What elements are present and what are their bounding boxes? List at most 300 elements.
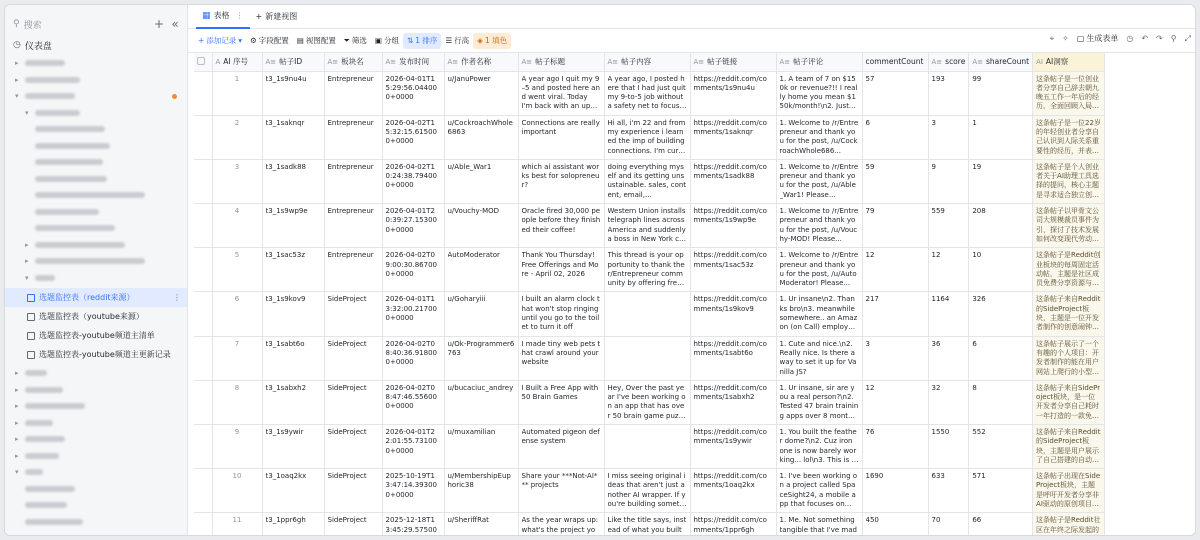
sidebar-doc[interactable] <box>5 514 187 531</box>
sidebar-folder[interactable] <box>5 88 187 105</box>
post-link-cell[interactable] <box>690 248 776 292</box>
row-number[interactable] <box>212 204 262 248</box>
subreddit-cell[interactable] <box>324 71 382 115</box>
post-title-cell[interactable] <box>518 248 604 292</box>
cell-text: 12 <box>931 251 941 260</box>
subreddit-cell[interactable] <box>324 248 382 292</box>
comment-count-cell[interactable] <box>862 513 928 536</box>
search-icon[interactable]: ⚲ <box>1170 34 1177 43</box>
post-title-cell[interactable] <box>518 336 604 380</box>
post-title-cell[interactable] <box>518 292 604 336</box>
publish-time-cell[interactable] <box>382 336 444 380</box>
column-header[interactable] <box>969 53 1033 71</box>
comment-count-cell[interactable] <box>862 248 928 292</box>
row-number[interactable] <box>212 513 262 536</box>
cell-text: Automated pigeon defense system <box>521 428 600 446</box>
post-title-cell[interactable] <box>518 513 604 536</box>
comment-count-cell[interactable] <box>862 115 928 159</box>
ai-insight-cell[interactable] <box>1033 115 1105 159</box>
chevron-right-icon: ▸ <box>15 451 19 460</box>
cell-text: 559 <box>931 207 945 216</box>
post-id-cell[interactable] <box>262 204 324 248</box>
sidebar-folder[interactable] <box>5 365 187 382</box>
cell-text: 76 <box>865 428 875 436</box>
table-row[interactable] <box>194 380 1105 424</box>
sidebar-item-youtube-channel-updates[interactable] <box>5 345 187 364</box>
subreddit-cell[interactable] <box>324 380 382 424</box>
post-link-cell[interactable] <box>690 513 776 536</box>
toolbar <box>188 29 1196 53</box>
row-number[interactable] <box>212 469 262 513</box>
cell-text: Thank You Thursday! Free Offerings and More - April 02, 2026 <box>521 251 599 278</box>
share-count-cell[interactable] <box>969 71 1033 115</box>
sidebar-doc[interactable] <box>5 220 187 237</box>
comment-count-cell[interactable] <box>862 292 928 336</box>
post-content-cell[interactable] <box>604 71 690 115</box>
generate-form-button[interactable] <box>1077 33 1119 44</box>
cell-text: As the year wraps up: what's the project yo <box>521 516 599 534</box>
sidebar-item-label: 仪表盘 <box>24 41 52 52</box>
column-header-label: 帖子内容 <box>621 57 652 67</box>
post-comments-cell[interactable] <box>776 513 862 536</box>
post-id-cell[interactable] <box>262 513 324 536</box>
author-cell[interactable] <box>444 292 518 336</box>
table-row[interactable] <box>194 159 1105 203</box>
redacted-label <box>25 93 75 99</box>
field-type-icon: A≡ <box>327 58 339 67</box>
post-link-cell[interactable] <box>690 204 776 248</box>
table-icon <box>27 351 35 359</box>
view-config-button[interactable] <box>293 33 340 49</box>
sidebar-folder[interactable] <box>5 105 187 122</box>
post-title-cell[interactable] <box>518 204 604 248</box>
score-cell[interactable] <box>928 115 969 159</box>
column-header-label: 帖子ID <box>279 57 303 67</box>
author-cell[interactable] <box>444 204 518 248</box>
field-type-icon: A≡ <box>521 58 533 67</box>
table-row[interactable] <box>194 292 1105 336</box>
sidebar-folder[interactable] <box>5 382 187 399</box>
post-content-cell[interactable] <box>604 292 690 336</box>
sidebar-doc[interactable] <box>5 171 187 188</box>
ai-insight-cell[interactable] <box>1033 159 1105 203</box>
share-count-cell[interactable] <box>969 380 1033 424</box>
subreddit-cell[interactable] <box>324 115 382 159</box>
score-cell[interactable] <box>928 248 969 292</box>
tab-table-view[interactable] <box>196 5 250 29</box>
cell-text: 326 <box>972 295 986 304</box>
sidebar-folder[interactable] <box>5 270 187 287</box>
column-header[interactable] <box>928 53 969 71</box>
ai-insight-cell[interactable] <box>1033 380 1105 424</box>
row-checkbox-cell[interactable] <box>194 292 212 336</box>
post-comments-cell[interactable] <box>776 292 862 336</box>
redacted-label <box>25 420 53 426</box>
table-row[interactable] <box>194 469 1105 513</box>
post-id-cell[interactable] <box>262 425 324 469</box>
sidebar-folder[interactable] <box>5 464 187 481</box>
share-count-cell[interactable] <box>969 204 1033 248</box>
column-header[interactable] <box>518 53 604 71</box>
post-link-cell[interactable] <box>690 71 776 115</box>
publish-time-cell[interactable] <box>382 425 444 469</box>
cell-text: 11 <box>232 516 242 525</box>
table-row[interactable] <box>194 513 1105 536</box>
subreddit-cell[interactable] <box>324 292 382 336</box>
sidebar-folder[interactable] <box>5 253 187 270</box>
post-id-cell[interactable] <box>262 115 324 159</box>
post-title-cell[interactable] <box>518 115 604 159</box>
post-link-cell[interactable] <box>690 159 776 203</box>
double-chevron-left-icon[interactable]: « <box>171 17 179 31</box>
data-table <box>194 53 1105 536</box>
sidebar-item-dashboard[interactable] <box>13 37 52 53</box>
column-header[interactable] <box>862 53 928 71</box>
sidebar-doc[interactable] <box>5 138 187 155</box>
sidebar-folder[interactable] <box>5 448 187 465</box>
post-title-cell[interactable] <box>518 71 604 115</box>
ai-insight-cell[interactable] <box>1033 336 1105 380</box>
fullscreen-icon[interactable]: ⤢ <box>1184 33 1191 43</box>
cell-text: https://reddit.com/comments/1sadk88 <box>693 162 767 181</box>
post-link-cell[interactable] <box>690 336 776 380</box>
score-cell[interactable] <box>928 469 969 513</box>
row-number[interactable] <box>212 115 262 159</box>
select-all-checkbox[interactable] <box>197 57 205 65</box>
comment-count-cell[interactable] <box>862 71 928 115</box>
filter-button[interactable] <box>340 33 371 49</box>
cell-text: 这条帖子是一位创业者分享自己辞去朝九晚五工作一年后的经历，全面回顾入局创 <box>1036 74 1100 111</box>
column-header[interactable] <box>194 53 212 71</box>
cell-text: 1. Me. Not something tangible that I've mad <box>779 516 857 534</box>
author-cell[interactable] <box>444 380 518 424</box>
add-record-button[interactable] <box>194 33 246 49</box>
chevron-down-icon: ▾ <box>25 273 29 282</box>
post-title-cell[interactable] <box>518 425 604 469</box>
author-cell[interactable] <box>444 469 518 513</box>
column-header[interactable] <box>444 53 518 71</box>
comment-count-cell[interactable] <box>862 380 928 424</box>
group-label: 分组 <box>383 36 399 45</box>
field-config-button[interactable] <box>246 33 293 49</box>
sidebar-doc[interactable] <box>5 497 187 514</box>
score-cell[interactable] <box>928 204 969 248</box>
post-comments-cell[interactable] <box>776 469 862 513</box>
post-comments-cell[interactable] <box>776 425 862 469</box>
post-title-cell[interactable] <box>518 380 604 424</box>
publish-time-cell[interactable] <box>382 248 444 292</box>
row-checkbox-cell[interactable] <box>194 248 212 292</box>
add-record-label: 添加记录 <box>206 36 237 45</box>
comment-count-cell[interactable] <box>862 425 928 469</box>
post-comments-cell[interactable] <box>776 204 862 248</box>
comment-count-cell[interactable] <box>862 469 928 513</box>
publish-time-cell[interactable] <box>382 513 444 536</box>
filter-icon: ⏷ <box>343 35 350 45</box>
publish-time-cell[interactable] <box>382 115 444 159</box>
ai-insight-cell[interactable] <box>1033 71 1105 115</box>
author-cell[interactable] <box>444 336 518 380</box>
post-link-cell[interactable] <box>690 469 776 513</box>
cell-text: 59 <box>865 162 875 171</box>
chevron-right-icon: ▸ <box>25 240 29 249</box>
column-header[interactable] <box>604 53 690 71</box>
post-content-cell[interactable] <box>604 513 690 536</box>
post-title-cell[interactable] <box>518 159 604 203</box>
table-row[interactable] <box>194 115 1105 159</box>
sparkle-icon[interactable]: ✧ <box>1062 34 1069 43</box>
row-checkbox-cell[interactable] <box>194 115 212 159</box>
post-comments-cell[interactable] <box>776 248 862 292</box>
score-cell[interactable] <box>928 159 969 203</box>
plus-icon: + <box>198 36 205 45</box>
cell-text: 2025-12-18T13:45:29.57500 <box>385 516 437 534</box>
author-cell[interactable] <box>444 71 518 115</box>
chevron-down-icon: ▾ <box>15 92 19 101</box>
cell-text: 这条帖子是个人创业者关于AI助理工具选择的提问，核心主题是寻求适合独立创业 <box>1036 162 1100 199</box>
row-checkbox-cell[interactable] <box>194 204 212 248</box>
score-cell[interactable] <box>928 71 969 115</box>
post-comments-cell[interactable] <box>776 336 862 380</box>
share-count-cell[interactable] <box>969 336 1033 380</box>
row-number[interactable] <box>212 336 262 380</box>
comment-count-cell[interactable] <box>862 336 928 380</box>
subreddit-cell[interactable] <box>324 469 382 513</box>
chevron-down-icon: ▾ <box>15 468 19 477</box>
column-header[interactable] <box>324 53 382 71</box>
row-number[interactable] <box>212 248 262 292</box>
cell-text: Hey, Over the past year I've been working on an app that has over 50 brain game puzzl <box>607 383 686 420</box>
author-cell[interactable] <box>444 115 518 159</box>
sidebar-folder[interactable] <box>5 72 187 89</box>
score-cell[interactable] <box>928 513 969 536</box>
ai-insight-cell[interactable] <box>1033 204 1105 248</box>
post-comments-cell[interactable] <box>776 159 862 203</box>
sidebar-item-youtube-channel-list[interactable] <box>5 326 187 345</box>
share-count-cell[interactable] <box>969 159 1033 203</box>
sidebar-doc[interactable] <box>5 481 187 498</box>
cell-text: u/Able_War1 <box>447 162 492 171</box>
automation-icon[interactable]: ⌖ <box>1049 33 1055 43</box>
row-checkbox-cell[interactable] <box>194 159 212 203</box>
publish-time-cell[interactable] <box>382 204 444 248</box>
post-id-cell[interactable] <box>262 380 324 424</box>
cell-text: 9 <box>931 162 936 171</box>
row-height-button[interactable] <box>441 33 473 49</box>
chevron-right-icon: ▸ <box>15 418 19 427</box>
plus-icon[interactable]: + <box>153 17 165 31</box>
post-title-cell[interactable] <box>518 469 604 513</box>
post-content-cell[interactable] <box>604 115 690 159</box>
field-type-icon: A <box>215 58 221 67</box>
comment-count-cell[interactable] <box>862 204 928 248</box>
cell-text: Hi all, i'm 22 and from my experience i learned the imp of building connections. I'm curre <box>607 118 686 155</box>
cell-text: 66 <box>972 516 982 525</box>
sidebar-folder[interactable] <box>5 398 187 415</box>
cell-text: https://reddit.com/comments/1s9ywir <box>693 428 767 446</box>
undo-icon[interactable]: ↶ <box>1141 34 1149 43</box>
row-number[interactable] <box>212 380 262 424</box>
cell-text: 4 <box>234 207 240 216</box>
post-content-cell[interactable] <box>604 159 690 203</box>
column-header[interactable] <box>212 53 262 71</box>
row-checkbox-cell[interactable] <box>194 425 212 469</box>
column-header[interactable] <box>776 53 862 71</box>
post-content-cell[interactable] <box>604 248 690 292</box>
field-type-icon: A≡ <box>265 58 277 67</box>
sidebar-folder[interactable] <box>5 237 187 254</box>
ai-insight-cell[interactable] <box>1033 513 1105 536</box>
publish-time-cell[interactable] <box>382 380 444 424</box>
post-link-cell[interactable] <box>690 380 776 424</box>
row-checkbox-cell[interactable] <box>194 380 212 424</box>
cell-text: 2026-04-02T10:24:38.794000+0000 <box>385 162 437 190</box>
author-cell[interactable] <box>444 425 518 469</box>
row-number[interactable] <box>212 292 262 336</box>
share-count-cell[interactable] <box>969 513 1033 536</box>
share-count-cell[interactable] <box>969 292 1033 336</box>
post-id-cell[interactable] <box>262 159 324 203</box>
row-checkbox-cell[interactable] <box>194 513 212 536</box>
redacted-label <box>25 387 63 393</box>
share-count-cell[interactable] <box>969 115 1033 159</box>
post-link-cell[interactable] <box>690 425 776 469</box>
post-id-cell[interactable] <box>262 469 324 513</box>
post-id-cell[interactable] <box>262 71 324 115</box>
sidebar-folder[interactable] <box>5 431 187 448</box>
cell-text: 12 <box>865 383 875 392</box>
score-cell[interactable] <box>928 380 969 424</box>
row-number[interactable] <box>212 71 262 115</box>
ai-insight-cell[interactable] <box>1033 292 1105 336</box>
cell-text: 这条帖子是Reddit社区在年终之际发起的 <box>1036 516 1101 534</box>
post-id-cell[interactable] <box>262 248 324 292</box>
sidebar-doc[interactable] <box>5 154 187 171</box>
cell-text: 32 <box>931 383 941 392</box>
row-checkbox-cell[interactable] <box>194 71 212 115</box>
column-header[interactable] <box>262 53 324 71</box>
comment-count-cell[interactable] <box>862 159 928 203</box>
post-content-cell[interactable] <box>604 380 690 424</box>
redacted-label <box>35 242 125 248</box>
author-cell[interactable] <box>444 513 518 536</box>
sidebar-doc[interactable] <box>5 187 187 204</box>
publish-time-cell[interactable] <box>382 469 444 513</box>
more-icon[interactable]: ⋮ <box>235 11 244 20</box>
gear-icon: ⚙ <box>250 36 257 45</box>
column-header[interactable] <box>1033 53 1105 71</box>
author-cell[interactable] <box>444 248 518 292</box>
sidebar-doc[interactable] <box>5 204 187 221</box>
score-cell[interactable] <box>928 336 969 380</box>
cell-text: https://reddit.com/comments/1saknqr <box>693 118 767 136</box>
row-checkbox-cell[interactable] <box>194 469 212 513</box>
ai-insight-cell[interactable] <box>1033 425 1105 469</box>
publish-time-cell[interactable] <box>382 159 444 203</box>
post-content-cell[interactable] <box>604 425 690 469</box>
sidebar <box>5 5 188 536</box>
column-header[interactable] <box>382 53 444 71</box>
history-icon[interactable]: ◷ <box>1126 34 1134 43</box>
sidebar-doc[interactable] <box>5 121 187 138</box>
redacted-label <box>25 453 59 459</box>
redo-icon[interactable]: ↷ <box>1156 34 1163 43</box>
ai-insight-cell[interactable] <box>1033 469 1105 513</box>
post-content-cell[interactable] <box>604 469 690 513</box>
post-id-cell[interactable] <box>262 292 324 336</box>
post-content-cell[interactable] <box>604 336 690 380</box>
post-link-cell[interactable] <box>690 115 776 159</box>
row-number[interactable] <box>212 159 262 203</box>
author-cell[interactable] <box>444 159 518 203</box>
sort-icon: ⇅ <box>406 36 414 45</box>
sidebar-folder[interactable] <box>5 55 187 72</box>
fill-color-button[interactable] <box>473 33 511 49</box>
cell-text: https://reddit.com/comments/1sac53z <box>693 251 767 269</box>
publish-time-cell[interactable] <box>382 292 444 336</box>
share-count-cell[interactable] <box>969 469 1033 513</box>
sidebar-item-youtube-table[interactable] <box>5 307 187 326</box>
row-number[interactable] <box>212 425 262 469</box>
subreddit-cell[interactable] <box>324 513 382 536</box>
table-row[interactable] <box>194 71 1105 115</box>
redacted-label <box>25 77 80 83</box>
redacted-label <box>25 486 75 492</box>
post-content-cell[interactable] <box>604 204 690 248</box>
share-count-cell[interactable] <box>969 248 1033 292</box>
score-cell[interactable] <box>928 425 969 469</box>
tab-new-view[interactable] <box>250 5 304 29</box>
table-row[interactable] <box>194 248 1105 292</box>
cell-text: u/JanuPower <box>447 74 491 83</box>
sidebar-search-input[interactable]: 搜索 <box>23 20 42 31</box>
subreddit-cell[interactable] <box>324 159 382 203</box>
cell-text: 19 <box>972 162 982 171</box>
post-comments-cell[interactable] <box>776 71 862 115</box>
table-row[interactable] <box>194 425 1105 469</box>
sidebar-folder[interactable] <box>5 415 187 432</box>
subreddit-cell[interactable] <box>324 336 382 380</box>
cell-text: I miss seeing original ideas that aren't just another AI wrapper. If you're building somethi <box>607 472 686 509</box>
cell-text: 79 <box>865 207 875 216</box>
row-checkbox-cell[interactable] <box>194 336 212 380</box>
cell-text: Share your ***Not-AI*** projects <box>521 472 598 490</box>
publish-time-cell[interactable] <box>382 71 444 115</box>
post-link-cell[interactable] <box>690 292 776 336</box>
group-button[interactable] <box>371 33 403 49</box>
more-icon[interactable]: ⋮ <box>173 293 181 302</box>
sort-button[interactable] <box>403 33 441 49</box>
cell-text: 这条帖子来自SideProject板块，是一位开发者分享自己耗时一年打造的一款免费 <box>1036 383 1101 420</box>
subreddit-cell[interactable] <box>324 204 382 248</box>
post-id-cell[interactable] <box>262 336 324 380</box>
subreddit-cell[interactable] <box>324 425 382 469</box>
cell-text: 217 <box>865 295 879 304</box>
table-row[interactable] <box>194 204 1105 248</box>
ai-insight-cell[interactable] <box>1033 248 1105 292</box>
score-cell[interactable] <box>928 292 969 336</box>
post-comments-cell[interactable] <box>776 380 862 424</box>
column-header[interactable] <box>690 53 776 71</box>
table-row[interactable] <box>194 336 1105 380</box>
post-comments-cell[interactable] <box>776 115 862 159</box>
cell-text: Entrepreneur <box>327 207 374 216</box>
share-count-cell[interactable] <box>969 425 1033 469</box>
cell-text: SideProject <box>327 428 367 436</box>
sidebar-item-reddit-table[interactable] <box>5 288 187 307</box>
cell-text: Entrepreneur <box>327 162 374 171</box>
cell-text: 8 <box>234 383 240 392</box>
